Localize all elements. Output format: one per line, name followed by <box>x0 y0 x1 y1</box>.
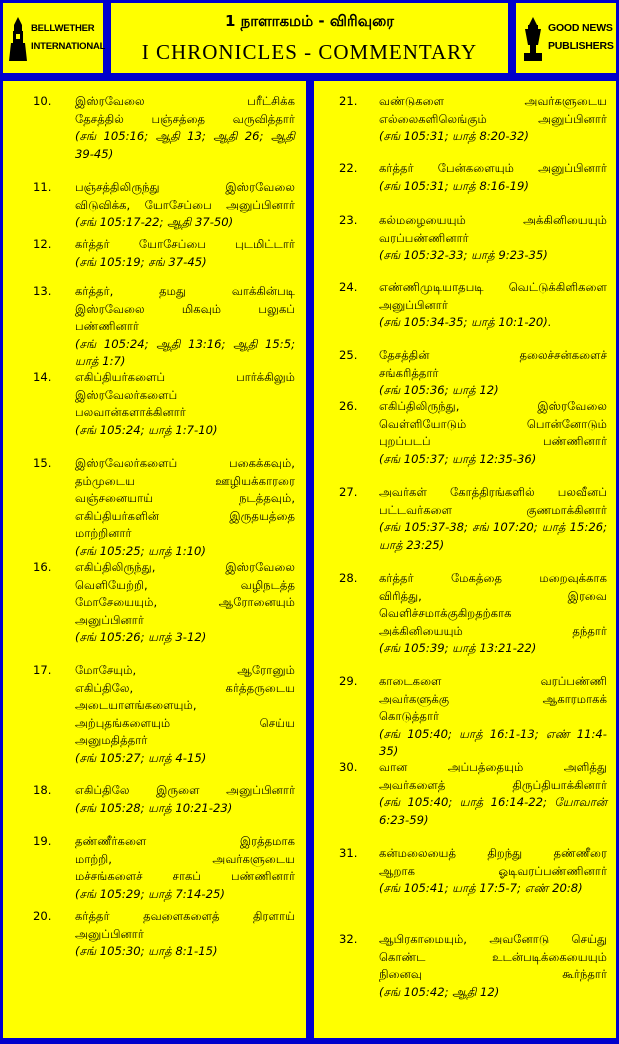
scripture-reference: (சங் 105:16; ஆதி 13; ஆதி 26; ஆதி 39-45) <box>75 129 295 161</box>
scripture-reference: (சங் 105:25; யாத் 1:10) <box>75 543 206 558</box>
item-text-line: அற்புதங்களையும் செய்ய <box>75 715 295 730</box>
scripture-reference: (சங் 105:40; யாத் 16:14-22; யோவான் 6:23-59) <box>379 795 607 827</box>
item-number: 19. <box>33 834 52 848</box>
item-text-line: கொண்ட உடன்படிக்கையையும் <box>379 949 607 964</box>
scripture-reference: (சங் 105:26; யாத் 3-12) <box>75 630 207 644</box>
scripture-reference: (சங் 105:31; யாத் 8:16-19) <box>379 178 529 193</box>
item-text-line: சங்கரித்தார் <box>379 365 439 380</box>
item-text-line: மச்சங்களைச் சாகப் பண்ணினார் <box>75 869 295 883</box>
item-number: 20. <box>33 909 52 923</box>
item-number: 23. <box>339 213 358 227</box>
item-text-line: எல்லைகளிலெங்கும் அனுப்பினார் <box>379 111 607 126</box>
item-text <box>75 908 295 961</box>
item-text <box>379 931 607 1001</box>
logo-right-line2: PUBLISHERS <box>548 40 614 52</box>
item-text-line: கல்மழையையும் அக்கினியையும் <box>379 213 607 227</box>
item-number: 29. <box>339 674 358 688</box>
item-text-line: தண்ணீர்களை இரத்தமாக <box>75 834 295 848</box>
item-text-line: அடையாளங்களையும், <box>75 698 197 712</box>
item-text-line: மாற்றினார் <box>75 526 132 540</box>
item-text-line: விரித்து, இரவை <box>379 588 607 603</box>
item-text-line: எண்ணிமுடியாதபடி வெட்டுக்கிளிகளை <box>379 280 607 294</box>
item-text <box>379 845 607 898</box>
item-text-line: ஆபிரகாமையும், அவனோடு செய்து <box>379 932 607 946</box>
logo-right-line1: GOOD NEWS <box>548 22 613 34</box>
item-text <box>379 212 607 265</box>
item-text-line: அனுப்பினார் <box>75 926 144 941</box>
item-text-line: வான அப்பத்தையும் அளித்து <box>379 760 607 774</box>
item-text <box>75 782 295 817</box>
scripture-reference: (சங் 105:19; சங் 37-45) <box>75 254 207 269</box>
item-text-line: எகிப்திலிருந்து, இஸ்ரவேலை <box>75 560 295 574</box>
item-number: 15. <box>33 456 52 470</box>
item-text-line: மாற்றி, அவர்களுடைய <box>75 851 295 866</box>
item-number: 32. <box>339 932 358 946</box>
item-text-line: கன்மலையைத் திறந்து தண்ணீரை <box>379 846 607 860</box>
item-text <box>379 160 607 195</box>
item-text <box>379 673 607 761</box>
item-text <box>75 369 295 439</box>
scripture-reference: (சங் 105:32-33; யாத் 9:23-35) <box>379 248 548 262</box>
item-text-line: மோசேயையும், ஆரோனையும் <box>75 595 295 609</box>
item-number: 14. <box>33 370 52 384</box>
scripture-reference: (சங் 105:36; யாத் 12) <box>379 383 499 397</box>
item-number: 25. <box>339 348 358 362</box>
scripture-reference: (சங் 105:31; யாத் 8:20-32) <box>379 129 529 143</box>
page-title-tamil: 1 நாளாகமம் - விரிவுரை <box>224 12 395 30</box>
bellwether-logo-box <box>3 3 106 73</box>
item-text-line: கர்த்தர் யோசேப்பை புடமிட்டார் <box>75 237 295 251</box>
title-box <box>111 3 508 73</box>
item-number: 28. <box>339 571 358 585</box>
item-text <box>75 662 295 767</box>
bellwether-logo <box>9 17 106 63</box>
item-text <box>379 347 607 400</box>
item-text <box>379 93 607 146</box>
item-text <box>75 283 295 371</box>
item-text-line: வஞ்சனையாய் நடத்தவும், <box>75 491 295 505</box>
item-text <box>75 236 295 271</box>
item-number: 16. <box>33 560 52 574</box>
item-text-line: தேசத்தின் தலைச்சன்களைச் <box>379 348 607 362</box>
item-text-line: அவர்களுக்கு ஆகாரமாகக் <box>379 691 607 706</box>
item-text-line: தேசத்தில் பஞ்சத்தை வருவித்தார் <box>75 111 295 126</box>
item-text <box>75 559 295 647</box>
logo-left-line1: BELLWETHER <box>31 23 95 34</box>
right-column <box>314 81 616 1038</box>
item-text-line: தம்முடைய ஊழியக்காரரை <box>75 473 295 488</box>
scripture-reference: (சங் 105:24; ஆதி 13:16; ஆதி 15:5; யாத் 1:7) <box>75 336 295 368</box>
item-text-line: கர்த்தர், தமது வாக்கின்படி <box>75 284 295 298</box>
scripture-reference: (சங் 105:27; யாத் 4-15) <box>75 750 207 765</box>
left-column <box>3 81 306 1038</box>
item-text-line: அனுப்பினார் <box>379 297 448 312</box>
lamp-icon <box>522 17 544 61</box>
bell-tower-icon <box>9 17 27 61</box>
item-number: 10. <box>33 94 52 108</box>
item-text-line: எகிப்தியர்களைப் பார்க்கிலும் <box>75 370 295 384</box>
item-text-line: காடைகளை வரப்பண்ணி <box>379 674 607 688</box>
item-text <box>379 484 607 554</box>
item-text-line: இஸ்ரவேலை பரீட்சிக்க <box>75 94 295 108</box>
item-text-line: மோசேயும், ஆரோனும் <box>75 663 295 677</box>
item-text-line: எகிப்திலே இருளை அனுப்பினார் <box>75 783 295 797</box>
item-text-line: நினைவு கூர்ந்தார் <box>379 967 607 981</box>
item-text <box>379 279 607 332</box>
item-text-line: இஸ்ரவேலர்களைப் பகைக்கவும், <box>75 456 295 470</box>
item-text <box>75 455 295 560</box>
scripture-reference: (சங் 105:39; யாத் 13:21-22) <box>379 641 537 655</box>
item-number: 18. <box>33 783 52 797</box>
item-number: 30. <box>339 760 358 774</box>
item-text-line: விடுவிக்க, யோசேப்பை அனுப்பினார் <box>75 197 295 212</box>
scripture-reference: (சங் 105:29; யாத் 7:14-25) <box>75 886 225 901</box>
item-text-line: எகிப்திலே, கர்த்தருடைய <box>75 680 295 695</box>
item-number: 24. <box>339 280 358 294</box>
item-text-line: வெளியேற்றி, வழிநடத்த <box>75 577 295 592</box>
item-text-line: புறப்படப் பண்ணினார் <box>379 434 607 448</box>
scripture-reference: (சங் 105:34-35; யாத் 10:1-20). <box>379 315 552 329</box>
scripture-reference: (சங் 105:40; யாத் 16:1-13; எண் 11:4-35) <box>379 726 607 758</box>
item-text-line: வரப்பண்ணினார் <box>379 230 469 245</box>
scripture-reference: (சங் 105:30; யாத் 8:1-15) <box>75 944 218 958</box>
item-text-line: இஸ்ரவேலை மிகவும் பலுகப் <box>75 301 295 316</box>
item-text-line: அனுமதித்தார் <box>75 733 148 747</box>
item-text-line: அவர்களைத் திருப்தியாக்கினார் <box>379 777 607 792</box>
item-text-line: அனுப்பினார் <box>75 612 144 627</box>
item-number: 27. <box>339 485 358 499</box>
item-text <box>379 398 607 468</box>
scripture-reference: (சங் 105:37-38; சங் 107:20; யாத் 15:26; யாத் 23:25) <box>379 520 607 552</box>
item-text-line: பட்டவர்களை குணமாக்கினார் <box>379 502 607 517</box>
item-text-line: கொடுத்தார் <box>379 709 440 723</box>
item-text-line: அவர்கள் கோத்திரங்களில் பலவீனப் <box>379 485 607 499</box>
scripture-reference: (சங் 105:17-22; ஆதி 37-50) <box>75 215 234 229</box>
page-title-english: I CHRONICLES - COMMENTARY <box>141 40 478 64</box>
scripture-reference: (சங் 105:37; யாத் 12:35-36) <box>379 451 537 466</box>
good-news-logo-box <box>516 3 616 73</box>
item-text <box>379 759 607 829</box>
item-text-line: வெள்ளியோடும் பொன்னோடும் <box>379 416 607 431</box>
item-text-line: கர்த்தர் பேன்களையும் அனுப்பினார் <box>379 161 607 175</box>
item-text-line: பஞ்சத்திலிருந்து இஸ்ரவேலை <box>75 180 295 194</box>
item-text-line: பண்ணினார் <box>75 319 139 333</box>
item-text <box>379 570 607 658</box>
item-text-line: இஸ்ரவேலர்களைப் <box>75 387 178 402</box>
scripture-reference: (சங் 105:28; யாத் 10:21-23) <box>75 800 233 815</box>
item-number: 13. <box>33 284 52 298</box>
logo-left-line2: INTERNATIONAL <box>31 41 106 52</box>
item-text-line: எகிப்தியர்களின் இருதயத்தை <box>75 508 295 523</box>
item-number: 17. <box>33 663 52 677</box>
item-text-line: எகிப்திலிருந்து, இஸ்ரவேலை <box>379 399 607 413</box>
item-text-line: கர்த்தர் தவளைகளைத் திரளாய் <box>75 909 295 923</box>
item-text <box>75 179 295 232</box>
item-text-line: பலவான்களாக்கினார் <box>75 405 186 419</box>
item-text-line: வெளிச்சமாக்குகிறதற்காக <box>379 606 512 620</box>
scripture-reference: (சங் 105:41; யாத் 17:5-7; எண் 20:8) <box>379 881 583 895</box>
item-number: 12. <box>33 237 52 251</box>
item-text-line: வண்டுகளை அவர்களுடைய <box>379 94 607 108</box>
item-number: 26. <box>339 399 358 413</box>
item-text-line: அக்கினியையும் தந்தார் <box>379 623 607 638</box>
item-number: 21. <box>339 94 358 108</box>
scripture-reference: (சங் 105:42; ஆதி 12) <box>379 984 500 999</box>
item-number: 11. <box>33 180 52 194</box>
good-news-logo <box>522 17 612 63</box>
item-text-line: ஆறாக ஓடிவரப்பண்ணினார் <box>379 863 607 878</box>
item-text <box>75 833 295 903</box>
item-text-line: கர்த்தர் மேகத்தை மறைவுக்காக <box>379 571 607 585</box>
item-number: 31. <box>339 846 358 860</box>
item-number: 22. <box>339 161 358 175</box>
scripture-reference: (சங் 105:24; யாத் 1:7-10) <box>75 422 218 437</box>
item-text <box>75 93 295 163</box>
